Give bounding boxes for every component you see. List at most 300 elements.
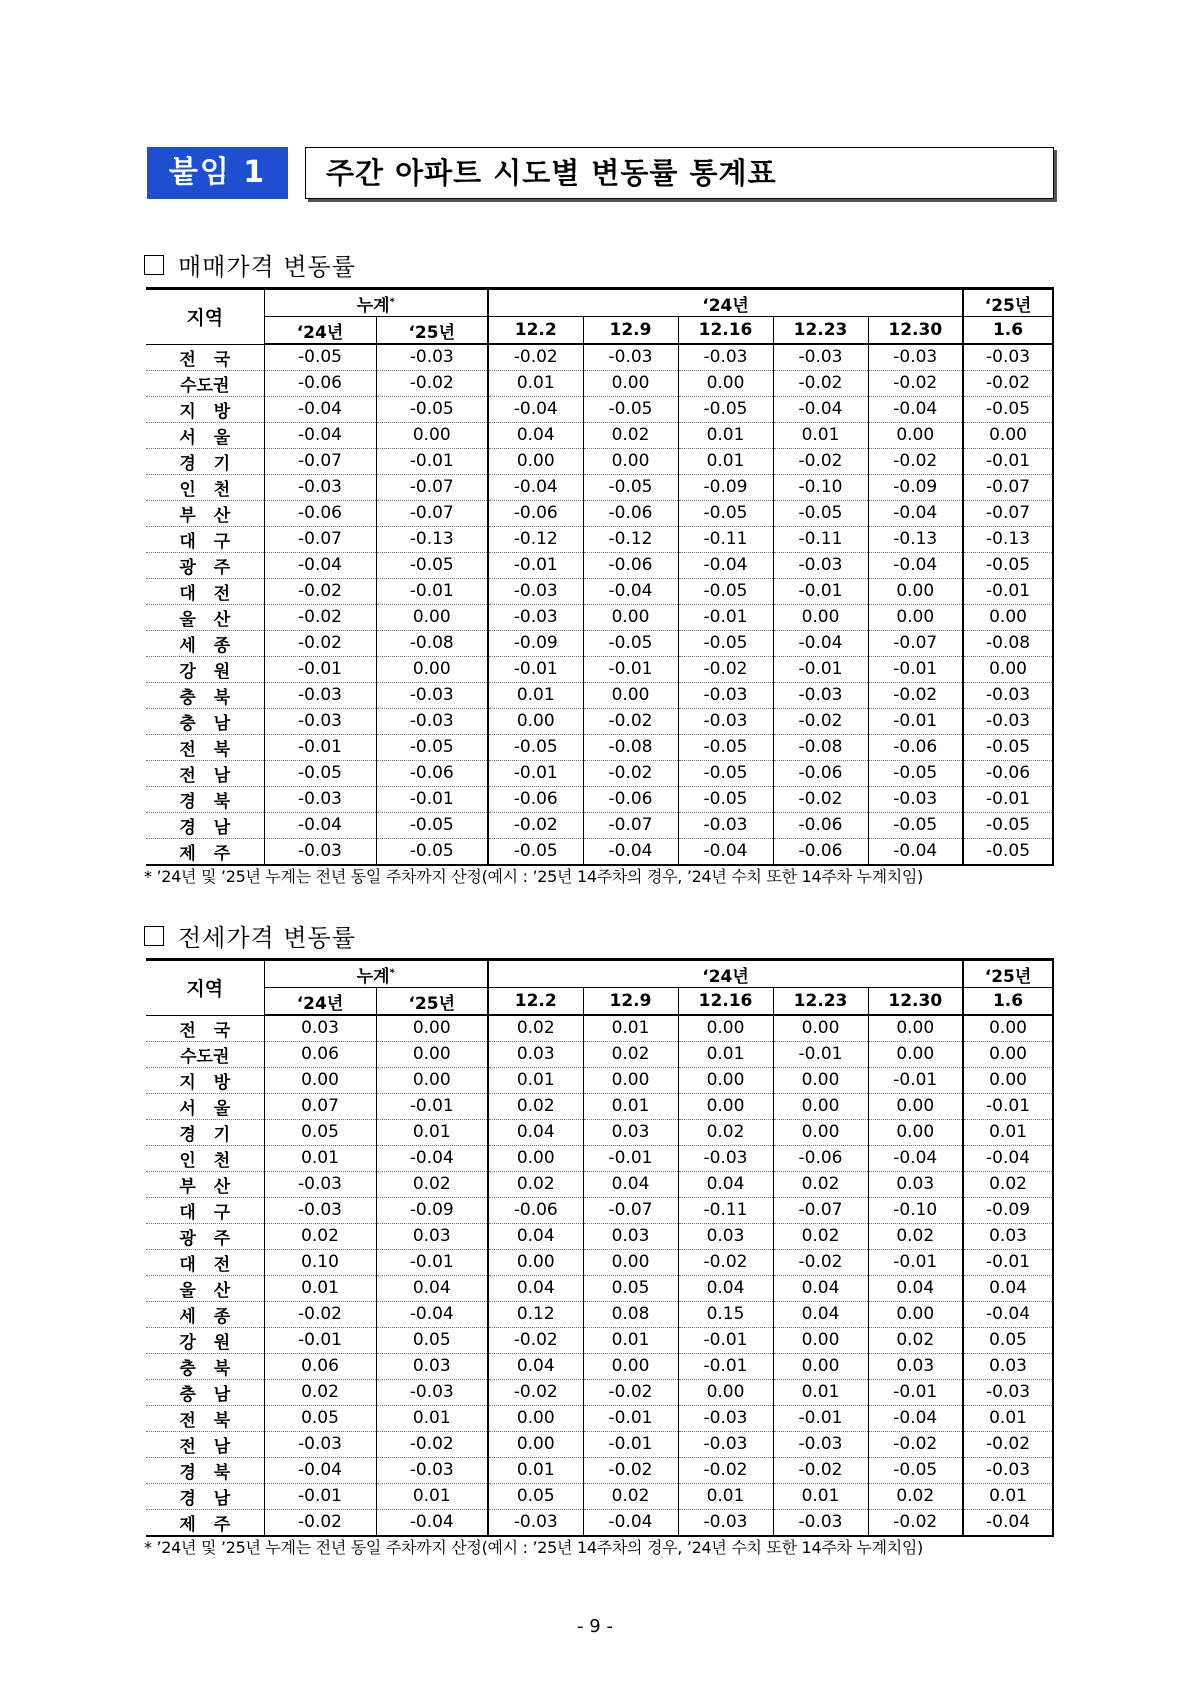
- table-row: [146, 474, 1053, 500]
- value-cell: 0.00: [678, 1093, 773, 1119]
- region-cell: 대 구: [146, 526, 264, 552]
- region-cell: 대 전: [146, 1249, 264, 1275]
- value-cell: -0.04: [264, 812, 376, 838]
- value-cell: 0.01: [488, 682, 583, 708]
- value-cell: 0.00: [773, 1067, 868, 1093]
- table-row: [146, 526, 1053, 552]
- value-cell: -0.03: [376, 682, 488, 708]
- week-header: 12.2: [488, 317, 583, 345]
- value-cell: 0.03: [264, 1015, 376, 1041]
- value-cell: -0.03: [678, 1509, 773, 1536]
- value-cell: 0.02: [773, 1223, 868, 1249]
- value-cell: -0.09: [376, 1197, 488, 1223]
- value-cell: -0.01: [963, 786, 1053, 812]
- value-cell: -0.04: [868, 552, 963, 578]
- value-cell: -0.01: [773, 1405, 868, 1431]
- value-cell: 0.02: [264, 1223, 376, 1249]
- value-cell: -0.11: [678, 1197, 773, 1223]
- table-row: [146, 422, 1053, 448]
- value-cell: 0.03: [868, 1171, 963, 1197]
- value-cell: -0.06: [868, 734, 963, 760]
- value-cell: 0.00: [773, 1015, 868, 1041]
- value-cell: 0.04: [488, 1223, 583, 1249]
- value-cell: -0.02: [773, 1249, 868, 1275]
- region-cell: 서 울: [146, 1093, 264, 1119]
- value-cell: 0.00: [376, 1015, 488, 1041]
- table-row: [146, 708, 1053, 734]
- table-row: [146, 1483, 1053, 1509]
- value-cell: -0.02: [963, 370, 1053, 396]
- week-header: 1.6: [963, 317, 1053, 345]
- value-cell: 0.00: [583, 682, 678, 708]
- table-row: [146, 1301, 1053, 1327]
- value-cell: 0.00: [264, 1067, 376, 1093]
- region-cell: 전 국: [146, 344, 264, 370]
- value-cell: -0.03: [963, 682, 1053, 708]
- value-cell: -0.03: [678, 344, 773, 370]
- table-row: [146, 838, 1053, 865]
- value-cell: 0.01: [264, 1145, 376, 1171]
- value-cell: -0.03: [488, 604, 583, 630]
- region-cell: 제 주: [146, 1509, 264, 1536]
- value-cell: -0.03: [264, 708, 376, 734]
- value-cell: 0.00: [678, 370, 773, 396]
- value-cell: 0.04: [488, 1353, 583, 1379]
- value-cell: 0.00: [583, 604, 678, 630]
- region-cell: 서 울: [146, 422, 264, 448]
- value-cell: -0.04: [376, 1509, 488, 1536]
- value-cell: -0.02: [583, 1379, 678, 1405]
- value-cell: 0.02: [868, 1327, 963, 1353]
- cumulative-header: 누계*: [264, 960, 488, 988]
- value-cell: 0.01: [678, 422, 773, 448]
- value-cell: 0.00: [376, 422, 488, 448]
- value-cell: -0.05: [678, 630, 773, 656]
- value-cell: 0.00: [868, 422, 963, 448]
- region-cell: 전 국: [146, 1015, 264, 1041]
- title-row: [147, 147, 1054, 199]
- value-cell: 0.03: [678, 1223, 773, 1249]
- value-cell: 0.01: [488, 370, 583, 396]
- value-cell: -0.03: [963, 1379, 1053, 1405]
- value-cell: -0.05: [963, 734, 1053, 760]
- value-cell: 0.08: [583, 1301, 678, 1327]
- value-cell: 0.02: [773, 1171, 868, 1197]
- value-cell: 0.01: [773, 1483, 868, 1509]
- table-row: [146, 1119, 1053, 1145]
- value-cell: -0.03: [963, 344, 1053, 370]
- value-cell: 0.04: [773, 1301, 868, 1327]
- value-cell: 0.00: [583, 448, 678, 474]
- value-cell: -0.01: [773, 578, 868, 604]
- region-cell: 세 종: [146, 630, 264, 656]
- value-cell: 0.04: [583, 1171, 678, 1197]
- value-cell: -0.01: [376, 786, 488, 812]
- value-cell: -0.02: [376, 370, 488, 396]
- value-cell: -0.05: [264, 344, 376, 370]
- value-cell: -0.02: [264, 578, 376, 604]
- table-row: [146, 630, 1053, 656]
- table-row: [146, 500, 1053, 526]
- table-row: [146, 734, 1053, 760]
- value-cell: -0.04: [773, 396, 868, 422]
- value-cell: -0.01: [488, 760, 583, 786]
- region-cell: 전 북: [146, 734, 264, 760]
- value-cell: -0.06: [963, 760, 1053, 786]
- value-cell: 0.00: [583, 1067, 678, 1093]
- table-row: [146, 1249, 1053, 1275]
- region-cell: 인 천: [146, 474, 264, 500]
- value-cell: -0.06: [773, 760, 868, 786]
- region-cell: 충 남: [146, 708, 264, 734]
- value-cell: -0.03: [678, 1405, 773, 1431]
- value-cell: -0.05: [376, 396, 488, 422]
- value-cell: -0.02: [488, 812, 583, 838]
- region-cell: 충 남: [146, 1379, 264, 1405]
- value-cell: -0.05: [583, 396, 678, 422]
- value-cell: -0.02: [376, 1431, 488, 1457]
- cum25-header: ‘25년: [376, 317, 488, 345]
- value-cell: -0.07: [376, 500, 488, 526]
- value-cell: -0.01: [264, 1483, 376, 1509]
- title-box: [305, 147, 1054, 199]
- value-cell: -0.07: [868, 630, 963, 656]
- value-cell: 0.04: [376, 1275, 488, 1301]
- value-cell: -0.08: [376, 630, 488, 656]
- sale-footnote: * ’24년 및 ’25년 누계는 전년 동일 주차까지 산정(예시 : ’25년 14주차의 경우, ’24년 수치 또한 14주차 누계치임): [144, 867, 923, 886]
- region-cell: 울 산: [146, 604, 264, 630]
- value-cell: -0.05: [868, 1457, 963, 1483]
- region-cell: 경 남: [146, 1483, 264, 1509]
- table-row: [146, 1509, 1053, 1536]
- region-header: 지역: [146, 960, 264, 1016]
- value-cell: 0.00: [963, 1067, 1053, 1093]
- value-cell: -0.01: [963, 578, 1053, 604]
- value-cell: 0.01: [488, 1457, 583, 1483]
- value-cell: -0.03: [376, 1379, 488, 1405]
- table-row: [146, 1067, 1053, 1093]
- value-cell: -0.01: [488, 656, 583, 682]
- value-cell: -0.10: [773, 474, 868, 500]
- table-row: [146, 786, 1053, 812]
- page-number: - 9 -: [577, 1616, 613, 1637]
- value-cell: -0.02: [773, 1457, 868, 1483]
- value-cell: -0.03: [868, 786, 963, 812]
- region-cell: 지 방: [146, 1067, 264, 1093]
- value-cell: 0.12: [488, 1301, 583, 1327]
- table-row: [146, 760, 1053, 786]
- value-cell: -0.05: [773, 500, 868, 526]
- table-row: [146, 682, 1053, 708]
- value-cell: 0.04: [488, 1119, 583, 1145]
- value-cell: 0.00: [678, 1067, 773, 1093]
- value-cell: 0.01: [583, 1015, 678, 1041]
- value-cell: -0.04: [868, 500, 963, 526]
- value-cell: 0.02: [264, 1379, 376, 1405]
- value-cell: 0.00: [963, 422, 1053, 448]
- table-row: [146, 1353, 1053, 1379]
- value-cell: -0.01: [376, 1249, 488, 1275]
- value-cell: -0.08: [583, 734, 678, 760]
- region-cell: 부 산: [146, 1171, 264, 1197]
- value-cell: -0.13: [868, 526, 963, 552]
- value-cell: 0.02: [488, 1093, 583, 1119]
- value-cell: -0.05: [868, 812, 963, 838]
- value-cell: -0.05: [868, 760, 963, 786]
- value-cell: -0.05: [963, 552, 1053, 578]
- cum24-header: ‘24년: [264, 988, 376, 1016]
- value-cell: 0.01: [773, 422, 868, 448]
- region-cell: 경 남: [146, 812, 264, 838]
- value-cell: -0.03: [678, 1431, 773, 1457]
- week-header: 12.30: [868, 988, 963, 1016]
- value-cell: 0.05: [264, 1119, 376, 1145]
- value-cell: -0.06: [264, 500, 376, 526]
- value-cell: 0.02: [868, 1223, 963, 1249]
- value-cell: -0.01: [868, 656, 963, 682]
- value-cell: 0.00: [376, 656, 488, 682]
- value-cell: -0.01: [868, 1067, 963, 1093]
- value-cell: -0.06: [583, 500, 678, 526]
- value-cell: 0.02: [488, 1015, 583, 1041]
- value-cell: -0.05: [376, 552, 488, 578]
- region-header: 지역: [146, 289, 264, 345]
- value-cell: 0.01: [963, 1119, 1053, 1145]
- value-cell: 0.01: [963, 1483, 1053, 1509]
- table-row: [146, 552, 1053, 578]
- value-cell: 0.02: [583, 1483, 678, 1509]
- value-cell: 0.00: [868, 1015, 963, 1041]
- value-cell: -0.04: [583, 578, 678, 604]
- value-cell: -0.03: [678, 708, 773, 734]
- value-cell: -0.03: [264, 1197, 376, 1223]
- value-cell: 0.15: [678, 1301, 773, 1327]
- value-cell: -0.02: [868, 448, 963, 474]
- value-cell: -0.04: [963, 1145, 1053, 1171]
- value-cell: 0.02: [678, 1119, 773, 1145]
- value-cell: -0.05: [488, 838, 583, 865]
- value-cell: -0.03: [678, 1145, 773, 1171]
- table-row: [146, 448, 1053, 474]
- value-cell: -0.01: [868, 1379, 963, 1405]
- value-cell: -0.04: [868, 396, 963, 422]
- value-cell: 0.00: [678, 1015, 773, 1041]
- week-header: 12.23: [773, 988, 868, 1016]
- value-cell: 0.00: [963, 1041, 1053, 1067]
- value-cell: -0.04: [488, 474, 583, 500]
- week-header: 12.30: [868, 317, 963, 345]
- table-row: [146, 1093, 1053, 1119]
- value-cell: -0.04: [678, 552, 773, 578]
- region-cell: 경 기: [146, 1119, 264, 1145]
- table-row: [146, 1223, 1053, 1249]
- value-cell: -0.01: [773, 1041, 868, 1067]
- value-cell: -0.01: [583, 656, 678, 682]
- value-cell: -0.02: [868, 370, 963, 396]
- value-cell: -0.04: [773, 630, 868, 656]
- value-cell: -0.02: [264, 630, 376, 656]
- region-cell: 대 전: [146, 578, 264, 604]
- value-cell: -0.01: [963, 1093, 1053, 1119]
- value-cell: 0.00: [868, 1093, 963, 1119]
- value-cell: -0.05: [678, 734, 773, 760]
- value-cell: -0.03: [376, 708, 488, 734]
- value-cell: -0.01: [264, 734, 376, 760]
- value-cell: -0.05: [264, 760, 376, 786]
- value-cell: -0.01: [583, 1431, 678, 1457]
- value-cell: 0.04: [868, 1275, 963, 1301]
- value-cell: -0.06: [773, 1145, 868, 1171]
- region-cell: 인 천: [146, 1145, 264, 1171]
- value-cell: -0.02: [773, 786, 868, 812]
- table-row: [146, 1041, 1053, 1067]
- value-cell: 0.01: [678, 1483, 773, 1509]
- value-cell: 0.00: [773, 1353, 868, 1379]
- table-row: [146, 344, 1053, 370]
- value-cell: 0.04: [678, 1275, 773, 1301]
- value-cell: -0.02: [583, 760, 678, 786]
- value-cell: -0.13: [963, 526, 1053, 552]
- value-cell: -0.04: [868, 1405, 963, 1431]
- value-cell: 0.01: [376, 1483, 488, 1509]
- value-cell: 0.00: [678, 1379, 773, 1405]
- value-cell: -0.07: [963, 474, 1053, 500]
- value-cell: 0.00: [583, 1353, 678, 1379]
- value-cell: -0.01: [773, 656, 868, 682]
- value-cell: -0.02: [264, 1509, 376, 1536]
- value-cell: -0.03: [264, 838, 376, 865]
- value-cell: 0.10: [264, 1249, 376, 1275]
- value-cell: -0.05: [963, 396, 1053, 422]
- value-cell: -0.03: [963, 708, 1053, 734]
- region-cell: 지 방: [146, 396, 264, 422]
- value-cell: 0.01: [583, 1093, 678, 1119]
- value-cell: -0.09: [678, 474, 773, 500]
- value-cell: -0.06: [376, 760, 488, 786]
- value-cell: -0.07: [583, 812, 678, 838]
- region-cell: 울 산: [146, 1275, 264, 1301]
- value-cell: -0.02: [773, 448, 868, 474]
- value-cell: 0.00: [488, 708, 583, 734]
- value-cell: -0.01: [963, 448, 1053, 474]
- value-cell: -0.04: [376, 1301, 488, 1327]
- value-cell: -0.03: [376, 344, 488, 370]
- value-cell: -0.06: [488, 786, 583, 812]
- table-row: [146, 1275, 1053, 1301]
- value-cell: -0.01: [264, 1327, 376, 1353]
- value-cell: -0.07: [773, 1197, 868, 1223]
- value-cell: -0.03: [264, 1171, 376, 1197]
- jeonse-section-heading: [144, 918, 356, 953]
- value-cell: -0.03: [773, 682, 868, 708]
- cum24-header: ‘24년: [264, 317, 376, 345]
- region-cell: 충 북: [146, 1353, 264, 1379]
- value-cell: 0.05: [488, 1483, 583, 1509]
- value-cell: -0.02: [868, 1509, 963, 1536]
- value-cell: 0.00: [488, 1145, 583, 1171]
- value-cell: -0.03: [583, 344, 678, 370]
- value-cell: 0.04: [488, 422, 583, 448]
- table-row: [146, 656, 1053, 682]
- jeonse-heading-text: 전세가격 변동률: [178, 924, 356, 952]
- value-cell: -0.05: [963, 838, 1053, 865]
- table-row: [146, 1457, 1053, 1483]
- value-cell: -0.12: [488, 526, 583, 552]
- value-cell: 0.01: [376, 1405, 488, 1431]
- value-cell: -0.02: [488, 344, 583, 370]
- value-cell: -0.04: [678, 838, 773, 865]
- value-cell: -0.04: [583, 838, 678, 865]
- region-cell: 강 원: [146, 1327, 264, 1353]
- region-cell: 광 주: [146, 552, 264, 578]
- region-cell: 제 주: [146, 838, 264, 865]
- value-cell: -0.02: [773, 708, 868, 734]
- value-cell: -0.06: [264, 370, 376, 396]
- year24-header: ‘24년: [488, 289, 963, 317]
- week-header: 12.23: [773, 317, 868, 345]
- value-cell: -0.08: [963, 630, 1053, 656]
- value-cell: -0.04: [868, 838, 963, 865]
- value-cell: -0.02: [678, 656, 773, 682]
- value-cell: -0.04: [376, 1145, 488, 1171]
- value-cell: 0.06: [264, 1353, 376, 1379]
- table-row: [146, 578, 1053, 604]
- week-header: 12.9: [583, 317, 678, 345]
- value-cell: 0.05: [963, 1327, 1053, 1353]
- table-row: [146, 370, 1053, 396]
- cum25-header: ‘25년: [376, 988, 488, 1016]
- value-cell: -0.05: [488, 734, 583, 760]
- value-cell: 0.07: [264, 1093, 376, 1119]
- value-cell: 0.03: [963, 1353, 1053, 1379]
- value-cell: -0.01: [678, 1353, 773, 1379]
- value-cell: -0.03: [773, 1431, 868, 1457]
- sale-table: [146, 287, 1054, 866]
- value-cell: -0.03: [868, 344, 963, 370]
- value-cell: 0.00: [488, 448, 583, 474]
- table-row: [146, 604, 1053, 630]
- value-cell: -0.06: [583, 552, 678, 578]
- value-cell: -0.02: [264, 1301, 376, 1327]
- value-cell: -0.05: [376, 734, 488, 760]
- value-cell: 0.05: [376, 1327, 488, 1353]
- value-cell: -0.01: [583, 1405, 678, 1431]
- value-cell: 0.00: [963, 656, 1053, 682]
- table-row: [146, 812, 1053, 838]
- value-cell: 0.00: [488, 1405, 583, 1431]
- value-cell: 0.02: [376, 1171, 488, 1197]
- table-row: [146, 1171, 1053, 1197]
- value-cell: -0.05: [963, 812, 1053, 838]
- table-row: [146, 396, 1053, 422]
- value-cell: -0.06: [488, 500, 583, 526]
- region-cell: 전 남: [146, 760, 264, 786]
- value-cell: 0.00: [868, 1301, 963, 1327]
- value-cell: 0.04: [488, 1275, 583, 1301]
- value-cell: -0.01: [868, 708, 963, 734]
- table-row: [146, 1145, 1053, 1171]
- region-cell: 경 북: [146, 786, 264, 812]
- value-cell: -0.04: [488, 396, 583, 422]
- value-cell: 0.03: [583, 1119, 678, 1145]
- value-cell: -0.03: [376, 1457, 488, 1483]
- value-cell: -0.05: [678, 396, 773, 422]
- value-cell: -0.07: [264, 448, 376, 474]
- week-header: 12.9: [583, 988, 678, 1016]
- value-cell: 0.00: [773, 1093, 868, 1119]
- value-cell: -0.03: [264, 786, 376, 812]
- region-cell: 경 북: [146, 1457, 264, 1483]
